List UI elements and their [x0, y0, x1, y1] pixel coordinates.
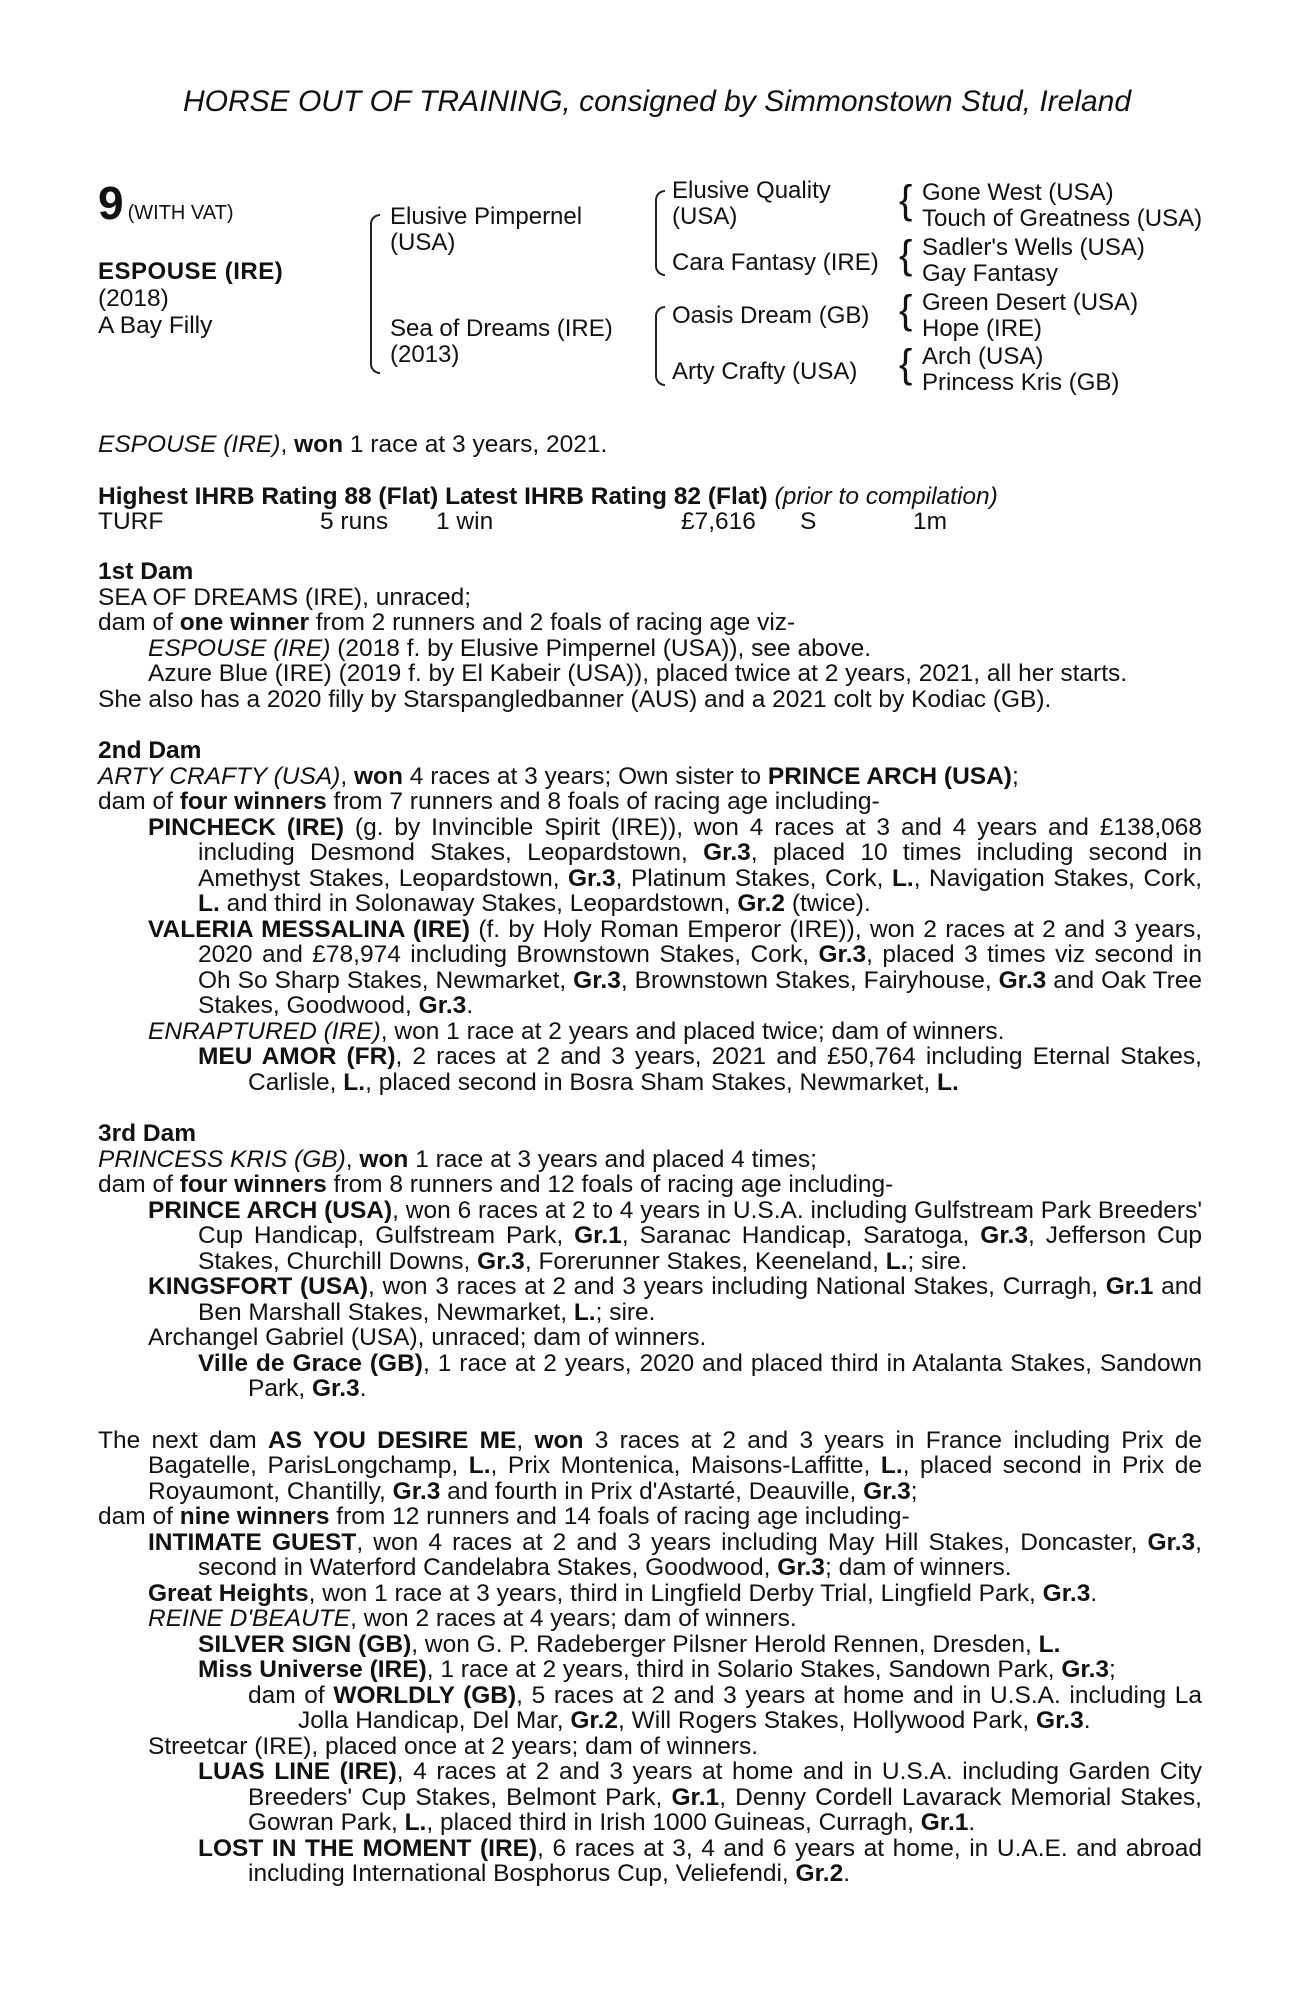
produce-entry: KINGSFORT (USA), won 3 races at 2 and 3 years including National Stakes, Curragh, Gr.1 and Ben Marshall Stakes, Newmarket, L.; sire. — [148, 1273, 1203, 1326]
horse-name: ESPOUSE (IRE) — [98, 258, 284, 285]
race-summary: ESPOUSE (IRE), won 1 race at 3 years, 2021. — [98, 431, 608, 458]
third-dam-heading: 3rd Dam — [98, 1120, 197, 1147]
rating-line: Highest IHRB Rating 88 (Flat) Latest IHRB Rating 82 (Flat) (prior to compilation) — [98, 482, 998, 510]
produce-entry: Great Heights, won 1 race at 3 years, third in Lingfield Derby Trial, Lingfield Park, Gr.3. — [148, 1579, 1098, 1607]
catalogue-body: ESPOUSE (IRE), won 1 race at 3 years, 2021. Highest IHRB Rating 88 (Flat) Latest IHRB Rating 82 (Flat) (prior to compilation) TURF 5 runs 1 win £7,616 S 1m 1st Dam SEA OF DREAMS (IRE), unraced; dam of one winner from 2 runners and 2 foals of racing age viz- ESPOUSE (IRE) (2018 f. by Elusive Pimpernel (USA)), see above. Azure Blue (IRE) (2019 f. by El Kabeir (USA)), placed twice at 2 years, 2021, all her starts. She also has a 2020 filly by Starspangledbanner (AUS) and a 2021 colt by Kodiac (GB). 2nd Dam ARTY CRAFTY (USA), won 4 races at 3 years; Own sister to PRINCE ARCH (USA); dam of four winners from 7 runners and 8 foals of racing age including- PINCHECK (IRE) (g. by Invincible Spirit (IRE)), won 4 races at 3 and 4 years and £138,068 including Desmond Stakes, Leopardstown, Gr.3, placed 10 times including second in Amethyst Stakes, Leopardstown, Gr.3, Platinum Stakes, Cork, L., Navigation Stakes, Cork, L. and third in Solonaway Stakes, Leopardstown, Gr.2 (twice). VALERIA MESSALINA (IRE) (f. by Holy Roman Emperor (IRE)), won 2 races at 2 and 3 years, 2020 and £78,974 including Brownstown Stakes, Cork, Gr.3, placed 3 times viz second in Oh So Sharp Stakes, Newmarket, Gr.3, Brownstown Stakes, Fairyhouse, Gr.3 and Oak Tree Stakes, Goodwood, Gr.3. ENRAPTURED (IRE), won 1 race at 2 years and placed twice; dam of winners. MEU AMOR (FR), 2 races at 2 and 3 years, 2021 and £50,764 including Eternal Stakes, Carlisle, L., placed second in Bosra Sham Stakes, Newmarket, L. 3rd Dam PRINCESS KRIS (GB), won 1 race at 3 years and placed 4 times; dam of four winners from 8 runners and 12 foals of racing age including- PRINCE ARCH (USA), won 6 races at 2 to 4 years in U.S.A. including Gulfstream Park Breeders' Cup Handicap, Gulfstream Park, Gr.1, Saranac Handicap, Saratoga, Gr.3, Jefferson Cup Stakes, Churchill Downs, Gr.3, Forerunner Stakes, Keeneland, L.; sire. KINGSFORT (USA), won 3 races at 2 and 3 years including National Stakes, Curragh, Gr.1 and Ben Marshall Stakes, Newmarket, L.; sire. Archangel Gabriel (USA), unraced; dam of winners. Ville de Grace (GB), 1 race at 2 years, 2020 and placed third in Atalanta Stakes, Sandown Park, Gr.3. The next dam AS YOU DESIRE ME, won 3 races at 2 and 3 years in France including Prix de Bagatelle, ParisLongchamp, L., Prix Montenica, Maisons-Laffitte, L., placed second in Prix de Royaumont, Chantilly, Gr.3 and fourth in Prix d'Astarté, Deauville, Gr.3; dam of nine winners from 12 runners and 14 foals of racing age including- INTIMATE GUEST, won 4 races at 2 and 3 years including May Hill Stakes, Doncaster, Gr.3, second in Waterford Candelabra Stakes, Goodwood, Gr.3; dam of winners. Great Heights, won 1 race at 3 years, third in Lingfield Derby Trial, Lingfield Park, Gr.3. REINE D'BEAUTE, won 2 races at 4 years; dam of winners. SILVER SIGN (GB), won G. P. Radeberger Pilsner Herold Rennen, Dresden, L. Miss Universe (IRE), 1 race at 2 years, third in Solario Stakes, Sandown Park, Gr.3; dam of WORLDLY (GB), 5 races at 2 and 3 years at home and in U.S.A. including La Jolla Handicap, Del Mar, Gr.2, Will Rogers Stakes, Hollywood Park, Gr.3. Streetcar (IRE), placed once at 2 years; dam of winners. LUAS LINE (IRE), 4 races at 2 and 3 years at home and in U.S.A. including Garden City Breeders' Cup Stakes, Belmont Park, Gr.1, Denny Cordell Lavarack Memorial Stakes, Gowran Park, L., placed third in Irish 1000 Guineas, Curragh, Gr.1. LOST IN THE MOMENT (IRE), 6 races at 3, 4 and 6 years at home, in U.A.E. and abroad including International Bosphorus Cup, Veliefendi, Gr.2. — [98, 431, 1203, 1887]
produce-entry: Archangel Gabriel (USA), unraced; dam of winners. — [148, 1324, 707, 1351]
runs: 5 runs — [320, 508, 389, 535]
brace-glyph: { — [899, 233, 913, 277]
going: S — [800, 508, 817, 535]
pedigree-dam-sire: Oasis Dream (GB) — [672, 302, 870, 329]
sire-line-brace — [655, 190, 665, 276]
pedigree-dam-dam: Arty Crafty (USA) — [672, 358, 858, 385]
pedigree-dsd: Hope (IRE) — [922, 315, 1043, 342]
pedigree-sdd: Gay Fantasy — [922, 260, 1059, 287]
pedigree-ddd: Princess Kris (GB) — [922, 369, 1120, 396]
first-dam-line: SEA OF DREAMS (IRE), unraced; — [98, 583, 472, 611]
brace-glyph: { — [899, 178, 913, 222]
produce-entry: PRINCE ARCH (USA), won 6 races at 2 to 4 years in U.S.A. including Gulfstream Park Breeders' Cup Handicap, Gulfstream Park, Gr.1, Saranac Handicap, Saratoga, Gr.3, Jefferson Cup Stakes, Churchill Downs, Gr.3, Forerunner Stakes, Keeneland, L.; sire. — [148, 1196, 1202, 1275]
pedigree-dss: Green Desert (USA) — [922, 289, 1139, 316]
wins: 1 win — [436, 508, 494, 535]
horse-year: (2018) — [98, 285, 169, 312]
surface: TURF — [98, 508, 164, 535]
second-dam-heading: 2nd Dam — [98, 737, 202, 764]
produce-entry: MEU AMOR (FR), 2 races at 2 and 3 years, 2021 and £50,764 including Eternal Stakes, Carlisle, L., placed second in Bosra Sham Stakes, Newmarket, L. — [198, 1043, 1202, 1096]
produce-entry: Ville de Grace (GB), 1 race at 2 years, 2020 and placed third in Atalanta Stakes, Sandown Park, Gr.3. — [198, 1349, 1202, 1402]
next-dam-paragraph: The next dam AS YOU DESIRE ME, won 3 races at 2 and 3 years in France including Prix de Bagatelle, ParisLongchamp, L., Prix Montenica, Maisons-Laffitte, L., placed second in Prix de Royaumont, Chantilly, Gr.3 and fourth in Prix d'Astarté, Deauville, Gr.3; — [98, 1426, 1202, 1505]
produce-entry: VALERIA MESSALINA (IRE) (f. by Holy Roman Emperor (IRE)), won 2 races at 2 and 3 years, 2020 and £78,974 including Brownstown Stakes, Cork, Gr.3, placed 3 times viz second in Oh So Sharp Stakes, Newmarket, Gr.3, Brownstown Stakes, Fairyhouse, Gr.3 and Oak Tree Stakes, Goodwood, Gr.3. — [148, 915, 1202, 1019]
pedigree-sds: Sadler's Wells (USA) — [922, 234, 1145, 261]
pedigree-sire: Elusive Pimpernel (USA) — [390, 203, 583, 256]
horse-details — [98, 258, 283, 339]
rating-stats — [98, 509, 1202, 533]
produce-entry: LOST IN THE MOMENT (IRE), 6 races at 3, 4 and 6 years at home, in U.A.E. and abroad including International Bosphorus Cup, Veliefendi, Gr.2. — [198, 1834, 1202, 1887]
pedigree-sss: Gone West (USA) — [922, 179, 1114, 206]
sire-dam-brace — [370, 214, 380, 374]
dam-line-brace — [655, 306, 665, 386]
produce-entry: SILVER SIGN (GB), won G. P. Radeberger Pilsner Herold Rennen, Dresden, L. — [198, 1630, 1061, 1658]
brace-glyph: { — [899, 288, 913, 332]
pedigree-ssd: Touch of Greatness (USA) — [922, 205, 1203, 232]
page-title: HORSE OUT OF TRAINING, consigned by Simmonstown Stud, Ireland — [182, 85, 1132, 118]
produce-entry: ENRAPTURED (IRE), won 1 race at 2 years and placed twice; dam of winners. — [148, 1017, 1005, 1045]
pedigree-dds: Arch (USA) — [922, 343, 1044, 370]
produce-entry: Miss Universe (IRE), 1 race at 2 years, third in Solario Stakes, Sandown Park, Gr.3; — [198, 1656, 1116, 1683]
lot-number: 9 — [98, 177, 124, 229]
produce-entry: Streetcar (IRE), placed once at 2 years; dam of winners. — [148, 1732, 759, 1760]
pedigree-sire-sire: Elusive Quality (USA) — [672, 177, 831, 230]
lot-number-block — [98, 177, 234, 229]
vat-label: (WITH VAT) — [127, 202, 234, 224]
produce-entry: INTIMATE GUEST, won 4 races at 2 and 3 years including May Hill Stakes, Doncaster, Gr.3, second in Waterford Candelabra Stakes, Goodwood, Gr.3; dam of winners. — [148, 1528, 1202, 1581]
distance: 1m — [913, 508, 948, 535]
horse-description: A Bay Filly — [98, 312, 213, 339]
prize: £7,616 — [681, 508, 756, 535]
brace-glyph: { — [899, 342, 913, 386]
produce-entry: LUAS LINE (IRE), 4 races at 2 and 3 years at home and in U.S.A. including Garden City Breeders' Cup Stakes, Belmont Park, Gr.1, Denny Cordell Lavarack Memorial Stakes, Gowran Park, L., placed third in Irish 1000 Guineas, Curragh, Gr.1. — [198, 1758, 1203, 1836]
pedigree-dam: Sea of Dreams (IRE) (2013) — [390, 315, 613, 368]
produce-entry: dam of WORLDLY (GB), 5 races at 2 and 3 years at home and in U.S.A. including La Jolla Handicap, Del Mar, Gr.2, Will Rogers Stakes, Hollywood Park, Gr.3. — [248, 1681, 1203, 1734]
produce-entry: PINCHECK (IRE) (g. by Invincible Spirit (IRE)), won 4 races at 3 and 4 years and £138,068 including Desmond Stakes, Leopardstown, Gr.3, placed 10 times including second in Amethyst Stakes, Leopardstown, Gr.3, Platinum Stakes, Cork, L., Navigation Stakes, Cork, L. and third in Solonaway Stakes, Leopardstown, Gr.2 (twice). — [148, 813, 1203, 917]
produce-entry: REINE D'BEAUTE, won 2 races at 4 years; dam of winners. — [148, 1605, 797, 1632]
pedigree-sire-dam: Cara Fantasy (IRE) — [672, 249, 879, 276]
first-dam-heading: 1st Dam — [98, 558, 194, 585]
